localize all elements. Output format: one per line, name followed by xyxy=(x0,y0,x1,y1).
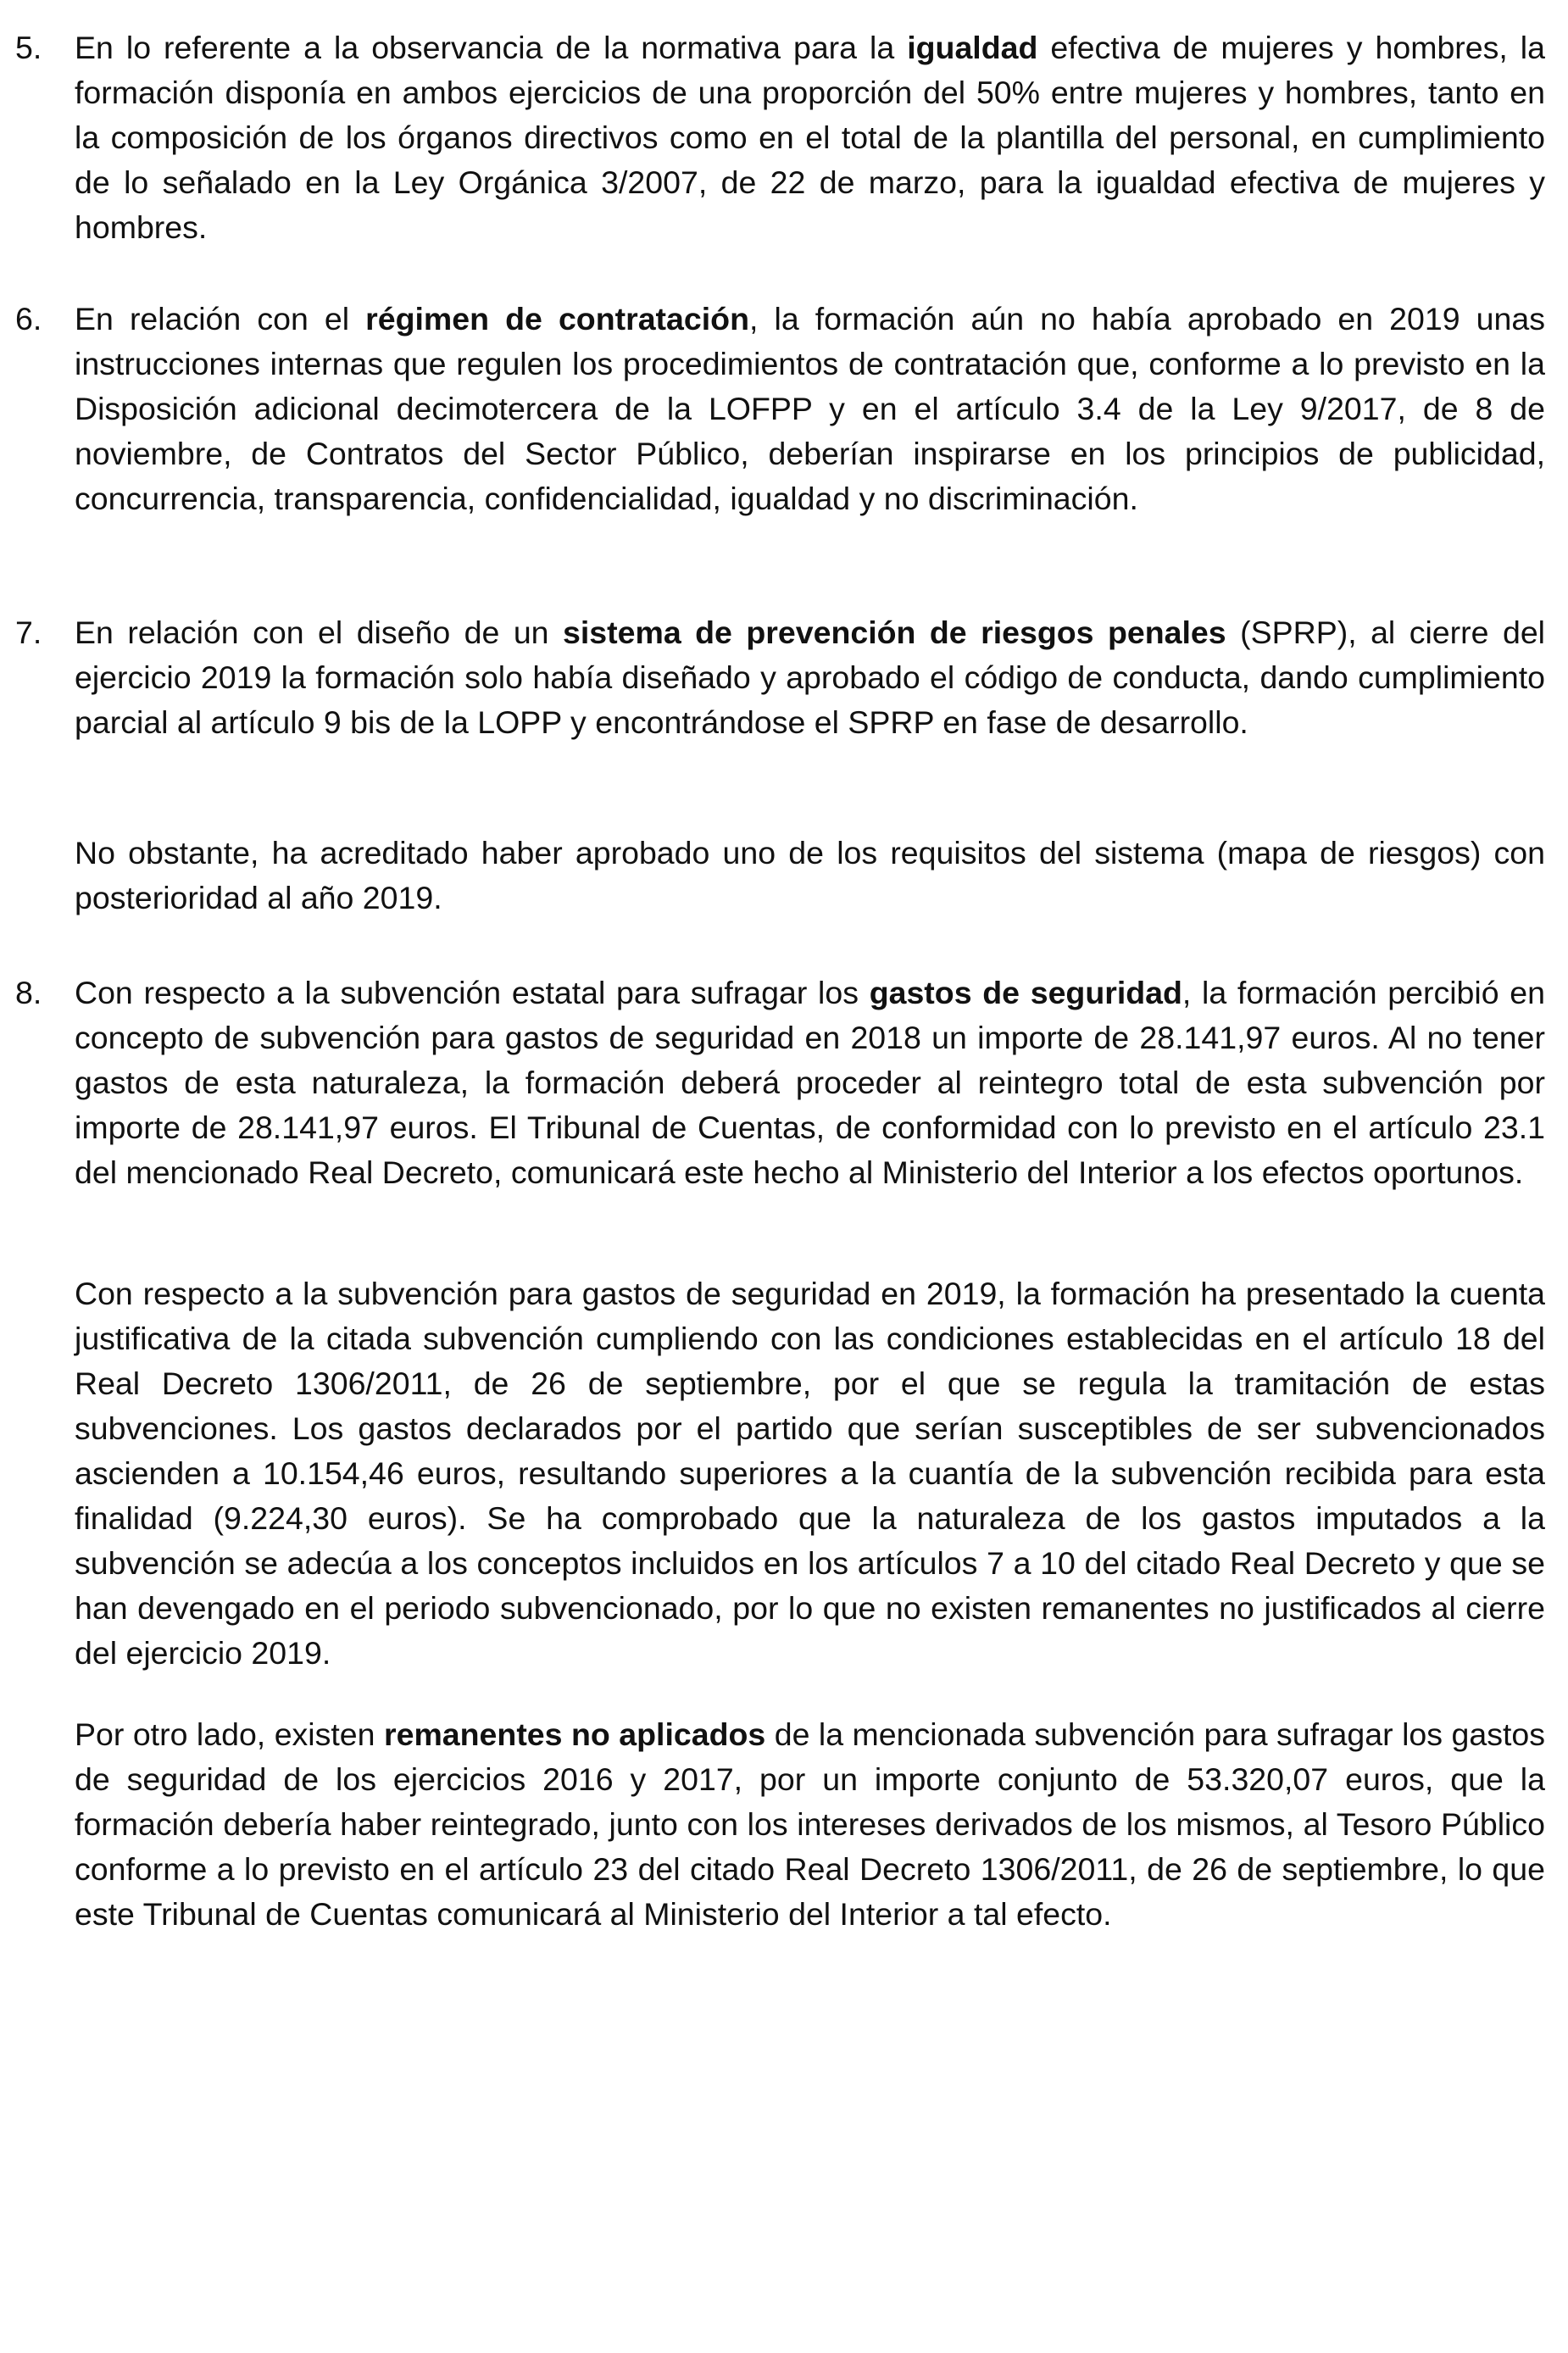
paragraph: Por otro lado, existen remanentes no aplicados de la mencionada subvención para sufragar los gastos de seguridad de los ejercicios 2016 y 2017, por un importe conjunto de 53.320,07 euros, que la formación debería haber reintegrado, junto con los intereses derivados de los mismos, al Tesoro Público conforme a lo previsto en el artículo 23 del citado Real Decreto 1306/2011, de 26 de septiembre, lo que este Tribunal de Cuentas comunicará al Ministerio del Interior a tal efecto. xyxy=(75,1716,1545,1932)
paragraph: En relación con el régimen de contratación, la formación aún no había aprobado en 2019 unas instrucciones internas que regulen los procedimientos de contratación que, conforme a lo previsto en la Disposición adicional decimotercera de la LOFPP y en el artículo 3.4 de la Ley 9/2017, de 8 de noviembre, de Contratos del Sector Público, deberían inspirarse en los principios de publicidad, concurrencia, transparencia, confidencialidad, igualdad y no discriminación. xyxy=(75,301,1545,516)
bold-term: igualdad xyxy=(907,30,1038,65)
bold-term: sistema de prevención de riesgos penales xyxy=(563,615,1226,650)
bold-term: remanentes no aplicados xyxy=(384,1716,766,1752)
item-number: 5. xyxy=(15,30,42,65)
bold-term: gastos de seguridad xyxy=(869,975,1182,1010)
paragraph: Con respecto a la subvención para gastos de seguridad en 2019, la formación ha presentado la cuenta justificativa de la citada subvención cumpliendo con las condiciones establecidas en el artículo 18 del Real Decreto 1306/2011, de 26 de septiembre, por el que se regula la tramitación de estas subvenciones. Los gastos declarados por el partido que serían susceptibles de ser subvencionados ascienden a 10.154,46 euros, resultando superiores a la cuantía de la subvención recibida para esta finalidad (9.224,30 euros). Se ha comprobado que la naturaleza de los gastos imputados a la subvención se adecúa a los conceptos incluidos en los artículos 7 a 10 del citado Real Decreto y que se han devengado en el periodo subvencionado, por lo que no existen remanentes no justificados al cierre del ejercicio 2019. xyxy=(75,1276,1545,1671)
bold-term: régimen de contratación xyxy=(365,301,749,337)
paragraph: Con respecto a la subvención estatal para sufragar los gastos de seguridad, la formación percibió en concepto de subvención para gastos de seguridad en 2018 un importe de 28.141,97 euros. Al no tener gastos de esta naturaleza, la formación deberá proceder al reintegro total de esta subvención por importe de 28.141,97 euros. El Tribunal de Cuentas, de conformidad con lo previsto en el artículo 23.1 del mencionado Real Decreto, comunicará este hecho al Ministerio del Interior a los efectos oportunos. xyxy=(75,975,1545,1190)
paragraph: No obstante, ha acreditado haber aprobado uno de los requisitos del sistema (mapa de riesgos) con posterioridad al año 2019. xyxy=(75,835,1545,915)
item-number: 6. xyxy=(15,301,42,337)
paragraph: En lo referente a la observancia de la normativa para la igualdad efectiva de mujeres y hombres, la formación disponía en ambos ejercicios de una proporción del 50% entre mujeres y hombres, tanto en la composición de los órganos directivos como en el total de la plantilla del personal, en cumplimiento de lo señalado en la Ley Orgánica 3/2007, de 22 de marzo, para la igualdad efectiva de mujeres y hombres. xyxy=(75,30,1545,245)
item-number: 8. xyxy=(15,975,42,1010)
item-number: 7. xyxy=(15,615,42,650)
paragraph: En relación con el diseño de un sistema de prevención de riesgos penales (SPRP), al cierre del ejercicio 2019 la formación solo había diseñado y aprobado el código de conducta, dando cumplimiento parcial al artículo 9 bis de la LOPP y encontrándose el SPRP en fase de desarrollo. xyxy=(75,615,1546,740)
